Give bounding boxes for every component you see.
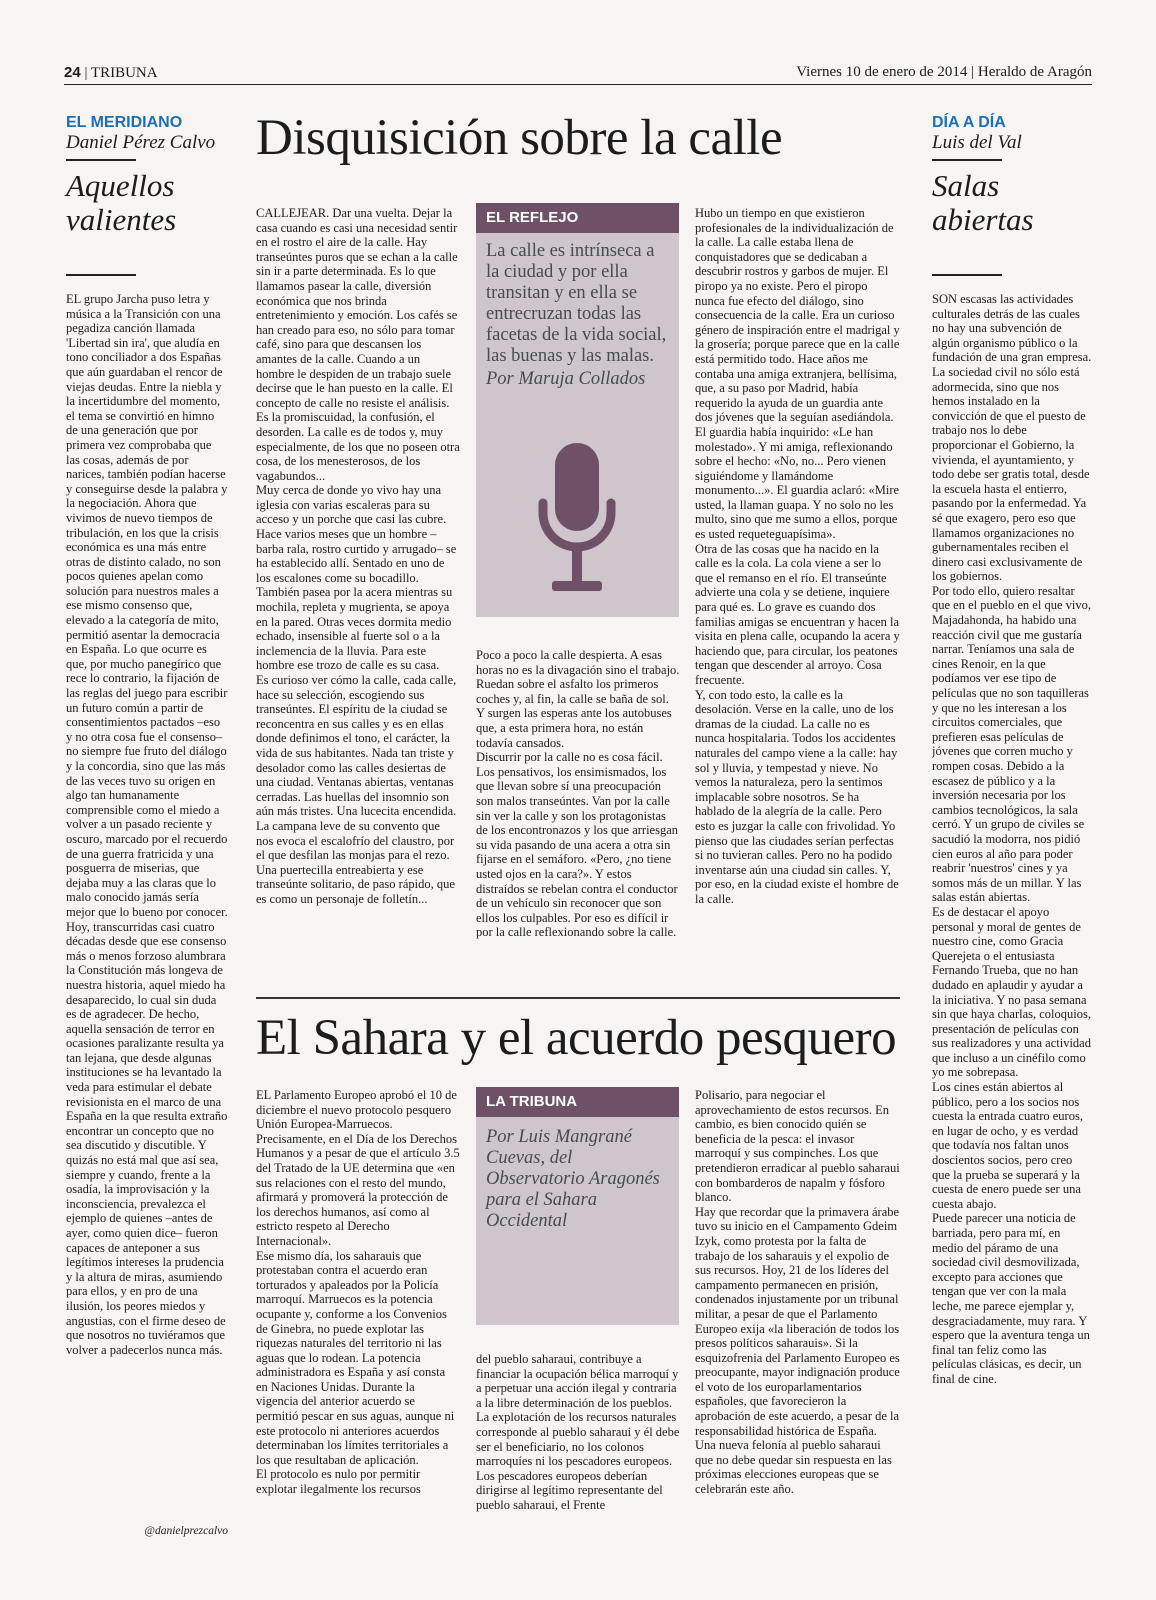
publication-name: Heraldo de Aragón — [977, 64, 1092, 80]
column-title: Aquellos valientes — [66, 167, 177, 237]
right-column-body: SON escasas las actividades culturales detrás de las cuales no hay una subvención de algún organismo público o la fundación de una gran empresa. La sociedad civil no sólo está adormecida, sino que nos hemos instalado en la convicción de que el puesto de trabajo nos lo debe proporcionar el Gobierno, la vivienda, el ayuntamiento, y todo debe ser gratis total, desde la escuela hasta el entierro, pasando por la enfermedad. Ya sé que exagero, pero eso que llamamos organizaciones no gubernamentales reciben el dinero casi exclusivamente de los gobiernos. Por todo ello, quiero resaltar que en el pueblo en el que vivo, Majadahonda, ha habido una reacción civil que me gustaría narrar. Teníamos una sala de cines Renoir, en la que podíamos ver ese tipo de películas que no son taquilleras y que no les interesan a los circuitos comerciales, que prefieren esas películas de jóvenes que corren mucho y rompen cosas. Debido a la escasez de público y a la inversión necesaria por los cambios tecnológicos, la sala cerró. Y un grupo de civiles se sacudió la modorra, nos pidió cien euros al año para poder reabrir 'nuestros' cines y ya somos más de un millar. Y las salas están abiertas. Es de destacar el apoyo personal y moral de gentes de nuestro cine, como Gracia Querejeta o el entusiasta Fernando Trueba, que no han dudado en aplaudir y ayudar a la iniciativa. Y no pasa semana sin que haya charlas, coloquios, presentación de películas con sus realizadores y una actividad que incluso a un cinéfilo como yo me sobrepasa. Los cines están abiertos al público, pero a los socios nos cuesta la entrada cuatro euros, en lugar de ocho, y es verdad que todavía nos faltan unos doscientos socios, pero creo que la prueba se superará y la cuesta de enero puede ser una cuesta abajo. Puede parecer una noticia de barriada, pero para mí, en medio del páramo de una sociedad civil desmovilizada, excepto para acciones que tengan que ver con la mala leche, me parece ejemplar y, desgraciadamente, muy rara. Y espero que la aventura tenga un final tan feliz como las películas clásicas, es decir, un final de cine. — [932, 292, 1092, 1386]
column-author: Daniel Pérez Calvo — [66, 132, 216, 153]
article-separator — [256, 997, 900, 999]
microphone-icon — [532, 441, 622, 605]
article-column: Poco a poco la calle despierta. A esas horas no es la divagación sino el trabajo. Ruedan sobre el asfalto los primeros coches y, al fin, la calle se baña de sol. Y surgen las esperas ante los autobuses que, a esta primera hora, no están todavía cansados. Discurrir por la calle no es cosa fácil. Los pensativos, los ensimismados, los que llevan sobre sí una preocupación son malos transeúntes. Van por la calle sin ver la calle y son los protagonistas de los encontronazos y los que arriesgan su vida pasando de una acera a otra sin fijarse en el semáforo. «Pero, ¿no tiene usted ojos en la cara?». Y estos distraídos se rebelan contra el conductor de un vehículo sin reconocer que son ellos los culpables. Por eso es difícil ir por la calle reflexionando sobre la calle. — [476, 648, 680, 940]
article-column: CALLEJEAR. Dar una vuelta. Dejar la casa cuando es casi una necesidad sentir en el rostro el aire de la calle. Hay transeúntes puros que se echan a la calle sin ir a parte determinada. Es lo que llamamos pasear la calle, diversión económica que nos brinda entretenimiento y emoción. Los cafés se han creado para eso, no sólo para tomar café, sino para que descansen los amantes de la calle. Cuando a un hombre le despiden de un trabajo suele decirse que le han puesto en la calle. El concepto de calle no resiste el análisis. Es la promiscuidad, la confusión, el desorden. La calle es de todos y, muy especialmente, de los que no poseen otra cosa, de los menesterosos, de los vagabundos... Muy cerca de donde yo vivo hay una iglesia con varias escaleras para su acceso y un porche que casi las cubre. Hace varios meses que un hombre –barba rala, rostro curtido y arrugado– se ha establecido allí. Sentado en uno de los escalones come su bocadillo. También pasea por la acera mientras su mochila, repleta y mugrienta, se apoya en la pared. Otras veces dormita medio echado, insensible al fuerte sol o a la inclemencia de la lluvia. Para este hombre ese trozo de calle es su casa. Es curioso ver cómo la calle, cada calle, hace su selección, escogiendo sus transeúntes. El espíritu de la ciudad se reconcentra en sus calles y es en ellas donde definimos el tono, el carácter, la vida de sus habitantes. Nada tan triste y desolador como las calles desiertas de una ciudad. Ventanas abiertas, ventanas cerradas. Las huellas del insomnio son aún más tristes. Una lucecita encendida. La campana leve de su convento que nos evoca el escalofrío del claustro, por el que desfilan las monjas para el rezo. Una puertecilla entreabierta y ese transeúnte solitario, de paso rápido, que es como un personaje de folletín... — [256, 206, 460, 906]
left-column-header — [66, 114, 230, 237]
divider — [66, 159, 136, 161]
header-divider: | — [84, 65, 91, 81]
author-handle: @danielprezcalvo — [144, 1525, 228, 1537]
left-column-body: EL grupo Jarcha puso letra y música a la Transición con una pegadiza canción llamada 'Libertad sin ira', que aludía en tono conciliador a dos Españas que aún guardaban el rencor de viejas deudas. Entre la niebla y la incertidumbre del momento, el tema se convirtió en himno de una generación que por primera vez comprobaba que las cosas, además de por narices, también podían hacerse y conseguirse desde la palabra y la negociación. Ahora que vivimos de nuevo tiempos de tribulación, en los que la crisis económica es una más entre otras de distinto calado, no son pocos quienes apelan como solución para nuestros males a ese mismo consenso que, elevado a la categoría de mito, permitió asentar la democracia en España. Lo que ocurre es que, por mucho panegírico que rece lo contrario, la fijación de las reglas del juego para escribir un futuro común a partir de consentimientos pactados –eso y no otra cosa fue el consenso– no siempre fue fruto del diálogo y la concordia, sino que las más de las veces tuvo su origen en algo tan humanamente comprensible como el miedo a volver a un pasado reciente y oscuro, marcado por el recuerdo de una guerra fratricida y una posguerra de miserias, que dejaba muy a las claras que lo malo conocido jamás sería mejor que lo bueno por conocer. Hoy, transcurridas casi cuatro décadas desde que ese consenso más o menos forzoso alumbrara la Constitución más longeva de nuestra historia, aquel miedo ha desaparecido, lo cual sin duda es de agradecer. De hecho, aquella sensación de terror en ocasiones paralizante resulta ya tan lejana, que desde algunas instituciones se ha levantado la veda para estimular el debate revisionista en el marco de una España en la que resulta extraño encontrar un concepto que no sea discutido y discutible. Y quizás no está mal que así sea, siempre y cuando, frente a la osadía, la improvisación y la inconsciencia, prevalezca el ejemplo de quienes –antes de ayer, como quien dice– fueron capaces de anteponer a sus legítimos intereses la prudencia y la altura de miras, asumiendo para ellos, y en pro de una ilusión, los peores miedos y angustias, con el firme deseo de que nosotros no tuviéramos que volver a padecerlos nunca más. — [66, 292, 228, 1357]
article-column: Hubo un tiempo en que existieron profesionales de la individualización de la calle. La calle estaba llena de conquistadores que se dedicaban a descubrir rostros y garbos de mujer. El piropo ya no existe. Pero el piropo nunca fue efecto del diálogo, sino consecuencia de la calle. Era un curioso género de inspiración entre el madrigal y la grosería; porque parece que en la calle está permitido todo. Hace años me contaba una amiga extranjera, bellísima, que, a su paso por Madrid, había requerido la ayuda de un guardia ante dos jóvenes que la seguían asediándola. El guardia había inquirido: «Le han molestado». Y mi amiga, reflexionando sobre el hecho: «No, no... Pero vienen siguiéndome y llamándome monumento...». El guardia aclaró: «Mire usted, la llaman guapa. Y no solo no les multo, sino que me sumo a ellos, porque es usted requeteguapísima». Otra de las cosas que ha nacido en la calle es la cola. La cola viene a ser lo que el remanso en el río. El transeúnte advierte una cola y se detiene, inquiere para qué es. Lo grave es cuando dos familias amigas se encuentran y hacen la visita en plena calle, ocupando la acera y haciendo que, para circular, los peatones tengan que descender al arroyo. Cosa frecuente. Y, con todo esto, la calle es la desolación. Verse en la calle, uno de los dramas de la ciudad. La calle no es nunca hospitalaria. Todos los accidentes naturales del campo viene a la calle: hay sol y lluvia, y tempestad y nieve. No vemos la naturaleza, pero la sentimos implacable sobre nosotros. Se ha hablado de la alegría de la calle. Pero esto es juzgar la calle con frivolidad. Yo pienso que las ciudades serían perfectas si no tuvieran calles. Pero no ha podido inventarse aún una ciudad sin calles. Y, por eso, en la ciudad existe el hombre de la calle. — [695, 206, 900, 906]
column-kicker: EL MERIDIANO — [66, 114, 183, 131]
article-column: EL Parlamento Europeo aprobó el 10 de diciembre el nuevo protocolo pesquero Unión Europea-Marruecos. Precisamente, en el Día de los Derechos Humanos y a pesar de que el artículo 3.5 del Tratado de la UE determina que «en sus relaciones con el resto del mundo, afirmará y promoverá la protección de los derechos humanos, así como al estricto respeto al Derecho Internacional». Ese mismo día, los saharauis que protestaban contra el acuerdo eran torturados y apaleados por la Policía marroquí. Marruecos es la potencia ocupante y, conforme a los Convenios de Ginebra, no puede explotar las riquezas naturales del territorio ni las aguas que lo rodean. La potencia administradora es España y así consta en Naciones Unidas. Durante la vigencia del anterior acuerdo se permitió pescar en sus aguas, aunque ni este protocolo ni anteriores acuerdos determinaban los límites territoriales a los que resultaban de aplicación. El protocolo es nulo por permitir explotar ilegalmente los recursos — [256, 1088, 460, 1497]
box-byline: Por Luis Mangrané Cuevas, del Observatorio Aragonés para el Sahara Occidental — [486, 1127, 660, 1231]
column-title: Salas abiertas — [932, 167, 1034, 237]
issue-date: Viernes 10 de enero de 2014 — [796, 64, 968, 80]
header-left — [64, 64, 158, 82]
page-number: 24 — [64, 64, 81, 81]
divider — [932, 274, 1002, 276]
divider — [932, 159, 1002, 161]
column-author: Luis del Val — [932, 132, 1022, 153]
article-headline: El Sahara y el acuerdo pesquero — [256, 1010, 897, 1066]
box-author: Por Maruja Collados — [486, 369, 646, 389]
box-quote: La calle es intrínseca a la ciudad y por ella transitan y en ella se entrecruzan todas las facetas de la vida social, las buenas y las malas. — [486, 241, 667, 366]
page-header — [64, 62, 1092, 85]
divider — [66, 274, 136, 276]
header-right — [796, 64, 1092, 81]
tribuna-box — [476, 1087, 679, 1325]
reflejo-box — [476, 203, 679, 617]
article-column: Polisario, para negociar el aprovechamiento de estos recursos. En cambio, es bien conocido quién se beneficia de la pesca: el invasor marroquí y sus compinches. Los que pretendieron erradicar al pueblo saharaui con bombarderos de napalm y fósforo blanco. Hay que recordar que la primavera árabe tuvo su inicio en el Campamento Gdeim Izyk, como protesta por la falta de trabajo de los saharauis y el expolio de sus recursos. Hoy, 21 de los líderes del campamento permanecen en prisión, condenados injustamente por un tribunal militar, a pesar de que el Parlamento Europeo exija «la liberación de todos los presos políticos saharauis». Si la esquizofrenia del Parlamento Europeo es preocupante, mayor indignación produce el voto de los europarlamentarios españoles, que favorecieron la aprobación de este acuerdo, a pesar de la responsabilidad histórica de España. Una nueva felonía al pueblo saharaui que no debe quedar sin respuesta en las próximas elecciones europeas que se celebrarán este año. — [695, 1088, 900, 1497]
box-label: LA TRIBUNA — [476, 1087, 679, 1117]
article-headline: Disquisición sobre la calle — [256, 110, 783, 166]
section-name: TRIBUNA — [90, 65, 158, 81]
box-label: EL REFLEJO — [476, 203, 679, 233]
article-column: del pueblo saharaui, contribuye a financiar la ocupación bélica marroquí y a perpetuar una acción ilegal y contraria a la libre determinación de los pueblos. La explotación de los recursos naturales corresponde al pueblo saharaui y él debe ser el beneficiario, no los colonos marroquíes ni los pescadores europeos. Los pescadores europeos deberían dirigirse al legítimo representante del pueblo saharaui, el Frente — [476, 1352, 680, 1512]
right-column-header — [932, 114, 1092, 237]
header-divider: | — [971, 64, 978, 80]
column-kicker: DÍA A DÍA — [932, 114, 1006, 131]
